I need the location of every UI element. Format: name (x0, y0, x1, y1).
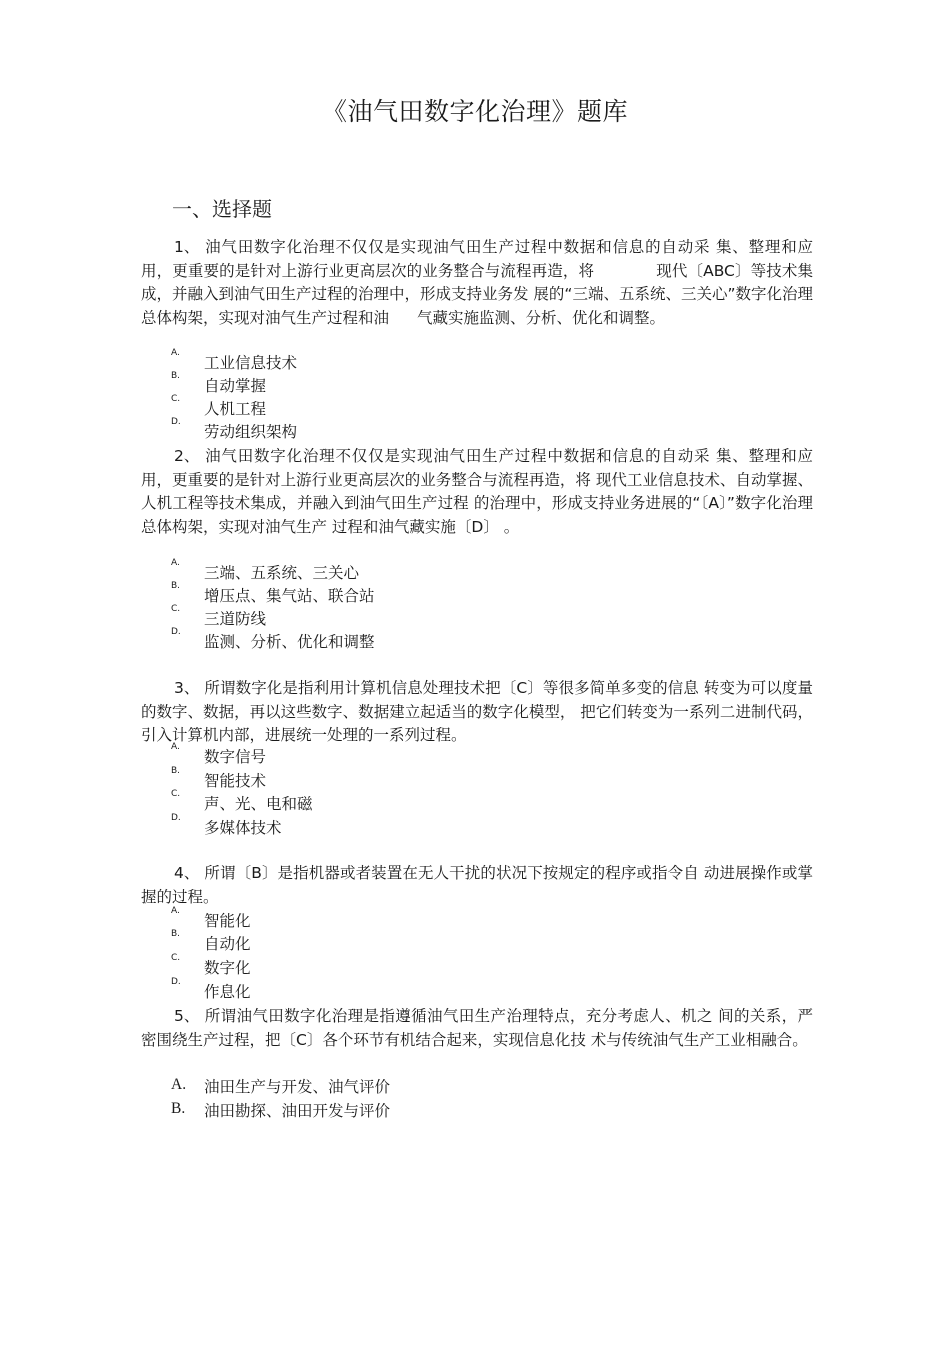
question-text: 现代〔ABC〕等技术集成，并融入到油气田生产过程的治理中，形成支持业务发 展的“三端、五系统、三关心”数字化治理总体构架，实现对油气生产过程和油 (141, 261, 813, 327)
option-a (0, 906, 600, 933)
option-letter: D. (171, 977, 181, 987)
question-3 (141, 677, 813, 748)
question-text: 所谓〔B〕是指机器或者装置在无人干扰的状况下按规定的程序或指令自 动进展操作或掌握的过程。 (141, 864, 813, 906)
option-a (0, 742, 600, 769)
option-text: 监测、分析、优化和调整 (204, 633, 375, 651)
option-letter: D. (171, 627, 181, 637)
option-c (0, 604, 600, 631)
option-text: 数字信号 (204, 748, 267, 766)
option-letter: A. (171, 742, 180, 752)
option-letter: D. (171, 813, 181, 823)
option-b (0, 581, 600, 608)
option-letter: D. (171, 417, 181, 427)
option-text: 人机工程 (204, 400, 267, 418)
option-letter: B. (171, 766, 181, 776)
option-letter: C. (171, 394, 181, 404)
option-c (0, 394, 600, 421)
question-number: 2、 (174, 447, 200, 465)
option-text: 自动化 (204, 935, 251, 953)
option-a (0, 558, 600, 585)
option-b (0, 1100, 600, 1123)
question-text: 所谓数字化是指利用计算机信息处理技术把〔C〕等很多简单多变的信息 转变为可以度量的数字、数据，再以这些数字、数据建立起适当的数字化模型， 把它们转变为一系列二进制代码，引入计算机内部，进展统一处理的一系列过程。 (141, 679, 813, 744)
section-heading: 一、选择题 (172, 197, 272, 221)
option-b (0, 929, 600, 956)
option-letter: C. (171, 953, 181, 963)
question-number: 1、 (174, 238, 200, 256)
option-text: 声、光、电和磁 (204, 795, 313, 813)
option-letter: A. (171, 348, 180, 358)
option-letter: C. (171, 604, 181, 614)
option-text: 劳动组织架构 (204, 423, 298, 441)
option-text: 数字化 (204, 959, 251, 977)
option-c (0, 953, 600, 980)
question-number: 3、 (174, 679, 200, 697)
question-text: 气藏实施监测、分析、优化和调整。 (417, 308, 666, 327)
option-text: 智能化 (204, 912, 251, 930)
option-letter: A. (171, 558, 180, 568)
question-4 (141, 862, 813, 909)
option-a (0, 1076, 600, 1099)
option-text: 作息化 (204, 983, 251, 1001)
option-text: 油田生产与开发、油气评价 (204, 1078, 391, 1096)
option-text: 增压点、集气站、联合站 (204, 587, 375, 605)
option-letter: A. (171, 906, 180, 916)
option-text: 三道防线 (204, 610, 267, 628)
option-b (0, 371, 600, 398)
option-text: 多媒体技术 (204, 819, 282, 837)
option-letter: A. (171, 1076, 187, 1093)
option-letter: B. (171, 371, 181, 381)
option-text: 工业信息技术 (204, 354, 298, 372)
question-number: 5、 (174, 1007, 200, 1025)
option-text: 智能技术 (204, 772, 267, 790)
question-number: 4、 (174, 864, 200, 882)
question-1 (141, 236, 813, 330)
option-letter: B. (171, 929, 181, 939)
question-text: 油气田数字化治理不仅仅是实现油气田生产过程中数据和信息的自动采 集、整理和应用，更重要的是针对上游行业更高层次的业务整合与流程再造，将 现代工业信息技术、自动掌握、人机工程等技术集成，并融入到油气田生产过程 的治理中，形成支持业务进展的“〔A〕”数字化治理总体构架，实现对油气生产 过程和油气藏实施〔D〕 。 (141, 447, 813, 536)
option-d (0, 627, 600, 654)
option-d (0, 813, 600, 840)
option-letter: C. (171, 789, 181, 799)
question-text: 油气田数字化治理不仅仅是实现油气田生产过程中数据和信息的自动采 集、整理和应用，更重要的是针对上游行业更高层次的业务整合与流程再造，将 (141, 238, 813, 280)
option-c (0, 789, 600, 816)
option-a (0, 348, 600, 375)
question-text: 所谓油气田数字化治理是指遵循油气田生产治理特点，充分考虑人、机之 间的关系，严密围绕生产过程，把〔C〕各个环节有机结合起来，实现信息化技 术与传统油气生产工业相融合。 (141, 1007, 813, 1049)
option-d (0, 977, 600, 1004)
option-d (0, 417, 600, 444)
option-b (0, 766, 600, 793)
question-2 (141, 445, 813, 539)
document-title: 《油气田数字化治理》题库 (321, 97, 628, 126)
option-text: 三端、五系统、三关心 (204, 564, 360, 582)
option-letter: B. (171, 1100, 186, 1117)
option-text: 自动掌握 (204, 377, 267, 395)
option-text: 油田勘探、油田开发与评价 (204, 1102, 391, 1120)
question-5 (141, 1005, 813, 1052)
option-letter: B. (171, 581, 181, 591)
